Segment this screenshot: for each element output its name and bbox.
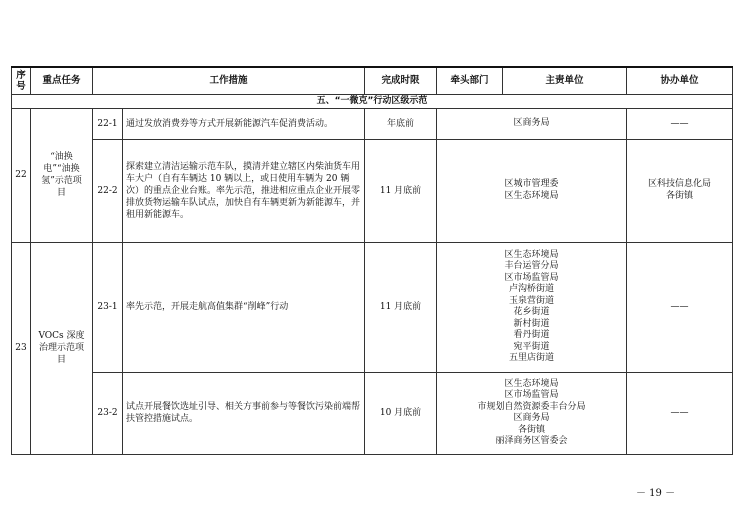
lead-unit: 丰台运管分局 [504, 261, 559, 271]
task-table [11, 66, 733, 455]
item-lead-23-2 [437, 372, 627, 454]
item-deadline-23-1: 11 月底前 [365, 242, 437, 372]
item-measure-22-2: 探索建立清洁运输示范车队，摸清并建立辖区内柴油货车用车大户（自有车辆达 10 辆以上，或日使用车辆为 20 辆次）的重点企业台账。率先示范，推进相应重点企业开展零排放货物运输车队试点，加快自有车辆更新为新能源车，并租用新能源车。 [123, 139, 365, 242]
header-lead-dept: 牵头部门 [437, 67, 503, 94]
item-lead-23-1 [437, 242, 627, 372]
assist-unit: 各街镇 [666, 190, 694, 201]
item-measure-22-1: 通过发放消费券等方式开展新能源汽车促消费活动。 [123, 108, 365, 139]
lead-unit: 卢沟桥街道 [509, 284, 555, 294]
item-code-23-1: 23-1 [93, 242, 123, 372]
task-name-22: “油换电”“油换氢”示范项目 [31, 108, 93, 242]
assist-unit: —— [670, 408, 689, 418]
lead-unit: 五里店街道 [509, 353, 555, 363]
page-number: － 19 － [636, 488, 676, 499]
lead-unit: 各街镇 [518, 424, 546, 435]
item-code-23-2: 23-2 [93, 372, 123, 454]
lead-unit: 区生态环境局 [504, 249, 559, 260]
lead-unit: 区商务局 [513, 117, 550, 128]
row-seq-22: 22 [12, 108, 31, 242]
assist-unit: 区科技信息化局 [648, 179, 712, 189]
item-code-22-1: 22-1 [93, 108, 123, 139]
header-assist-unit: 协办单位 [627, 67, 733, 94]
lead-unit: 区城市管理委 [504, 179, 559, 189]
lead-unit: 新村街道 [513, 318, 550, 329]
header-deadline: 完成时限 [365, 67, 437, 94]
lead-unit: 区生态环境局 [504, 378, 559, 389]
assist-unit: —— [670, 118, 689, 129]
header-measures: 工作措施 [93, 67, 365, 94]
header-main-unit: 主责单位 [503, 67, 627, 94]
header-seq: 序号 [12, 67, 31, 94]
lead-unit: 宛平街道 [513, 341, 550, 352]
item-deadline-22-2: 11 月底前 [365, 139, 437, 242]
section-title: 五、“一微克”行动区级示范 [12, 94, 733, 108]
item-assist-23-1 [627, 242, 733, 372]
lead-unit: 区市场监管局 [504, 390, 559, 400]
assist-unit: —— [670, 302, 689, 312]
lead-unit: 区生态环境局 [504, 190, 559, 201]
item-deadline-23-2: 10 月底前 [365, 372, 437, 454]
lead-unit: 丽泽商务区管委会 [495, 436, 568, 446]
lead-unit: 区市场监管局 [504, 272, 559, 283]
lead-unit: 看丹街道 [513, 330, 550, 340]
item-assist-22-2 [627, 139, 733, 242]
item-deadline-22-1: 年底前 [365, 108, 437, 139]
item-lead-22-2 [437, 139, 627, 242]
task-name-23: VOCs 深度治理示范项目 [31, 242, 93, 454]
lead-unit: 玉泉营街道 [509, 295, 555, 306]
item-assist-22-1 [627, 108, 733, 139]
item-measure-23-2: 试点开展餐饮选址引导、相关方事前参与等餐饮污染前端帮扶管控措施试点。 [123, 372, 365, 454]
item-measure-23-1: 率先示范，开展走航高值集群“削峰”行动 [123, 242, 365, 372]
item-code-22-2: 22-2 [93, 139, 123, 242]
lead-unit: 区商务局 [513, 413, 550, 423]
item-lead-22-1 [437, 108, 627, 139]
header-task: 重点任务 [31, 67, 93, 94]
lead-unit: 市规划自然资源委丰台分局 [477, 401, 586, 412]
lead-unit: 花乡街道 [513, 307, 550, 317]
row-seq-23: 23 [12, 242, 31, 454]
item-assist-23-2 [627, 372, 733, 454]
